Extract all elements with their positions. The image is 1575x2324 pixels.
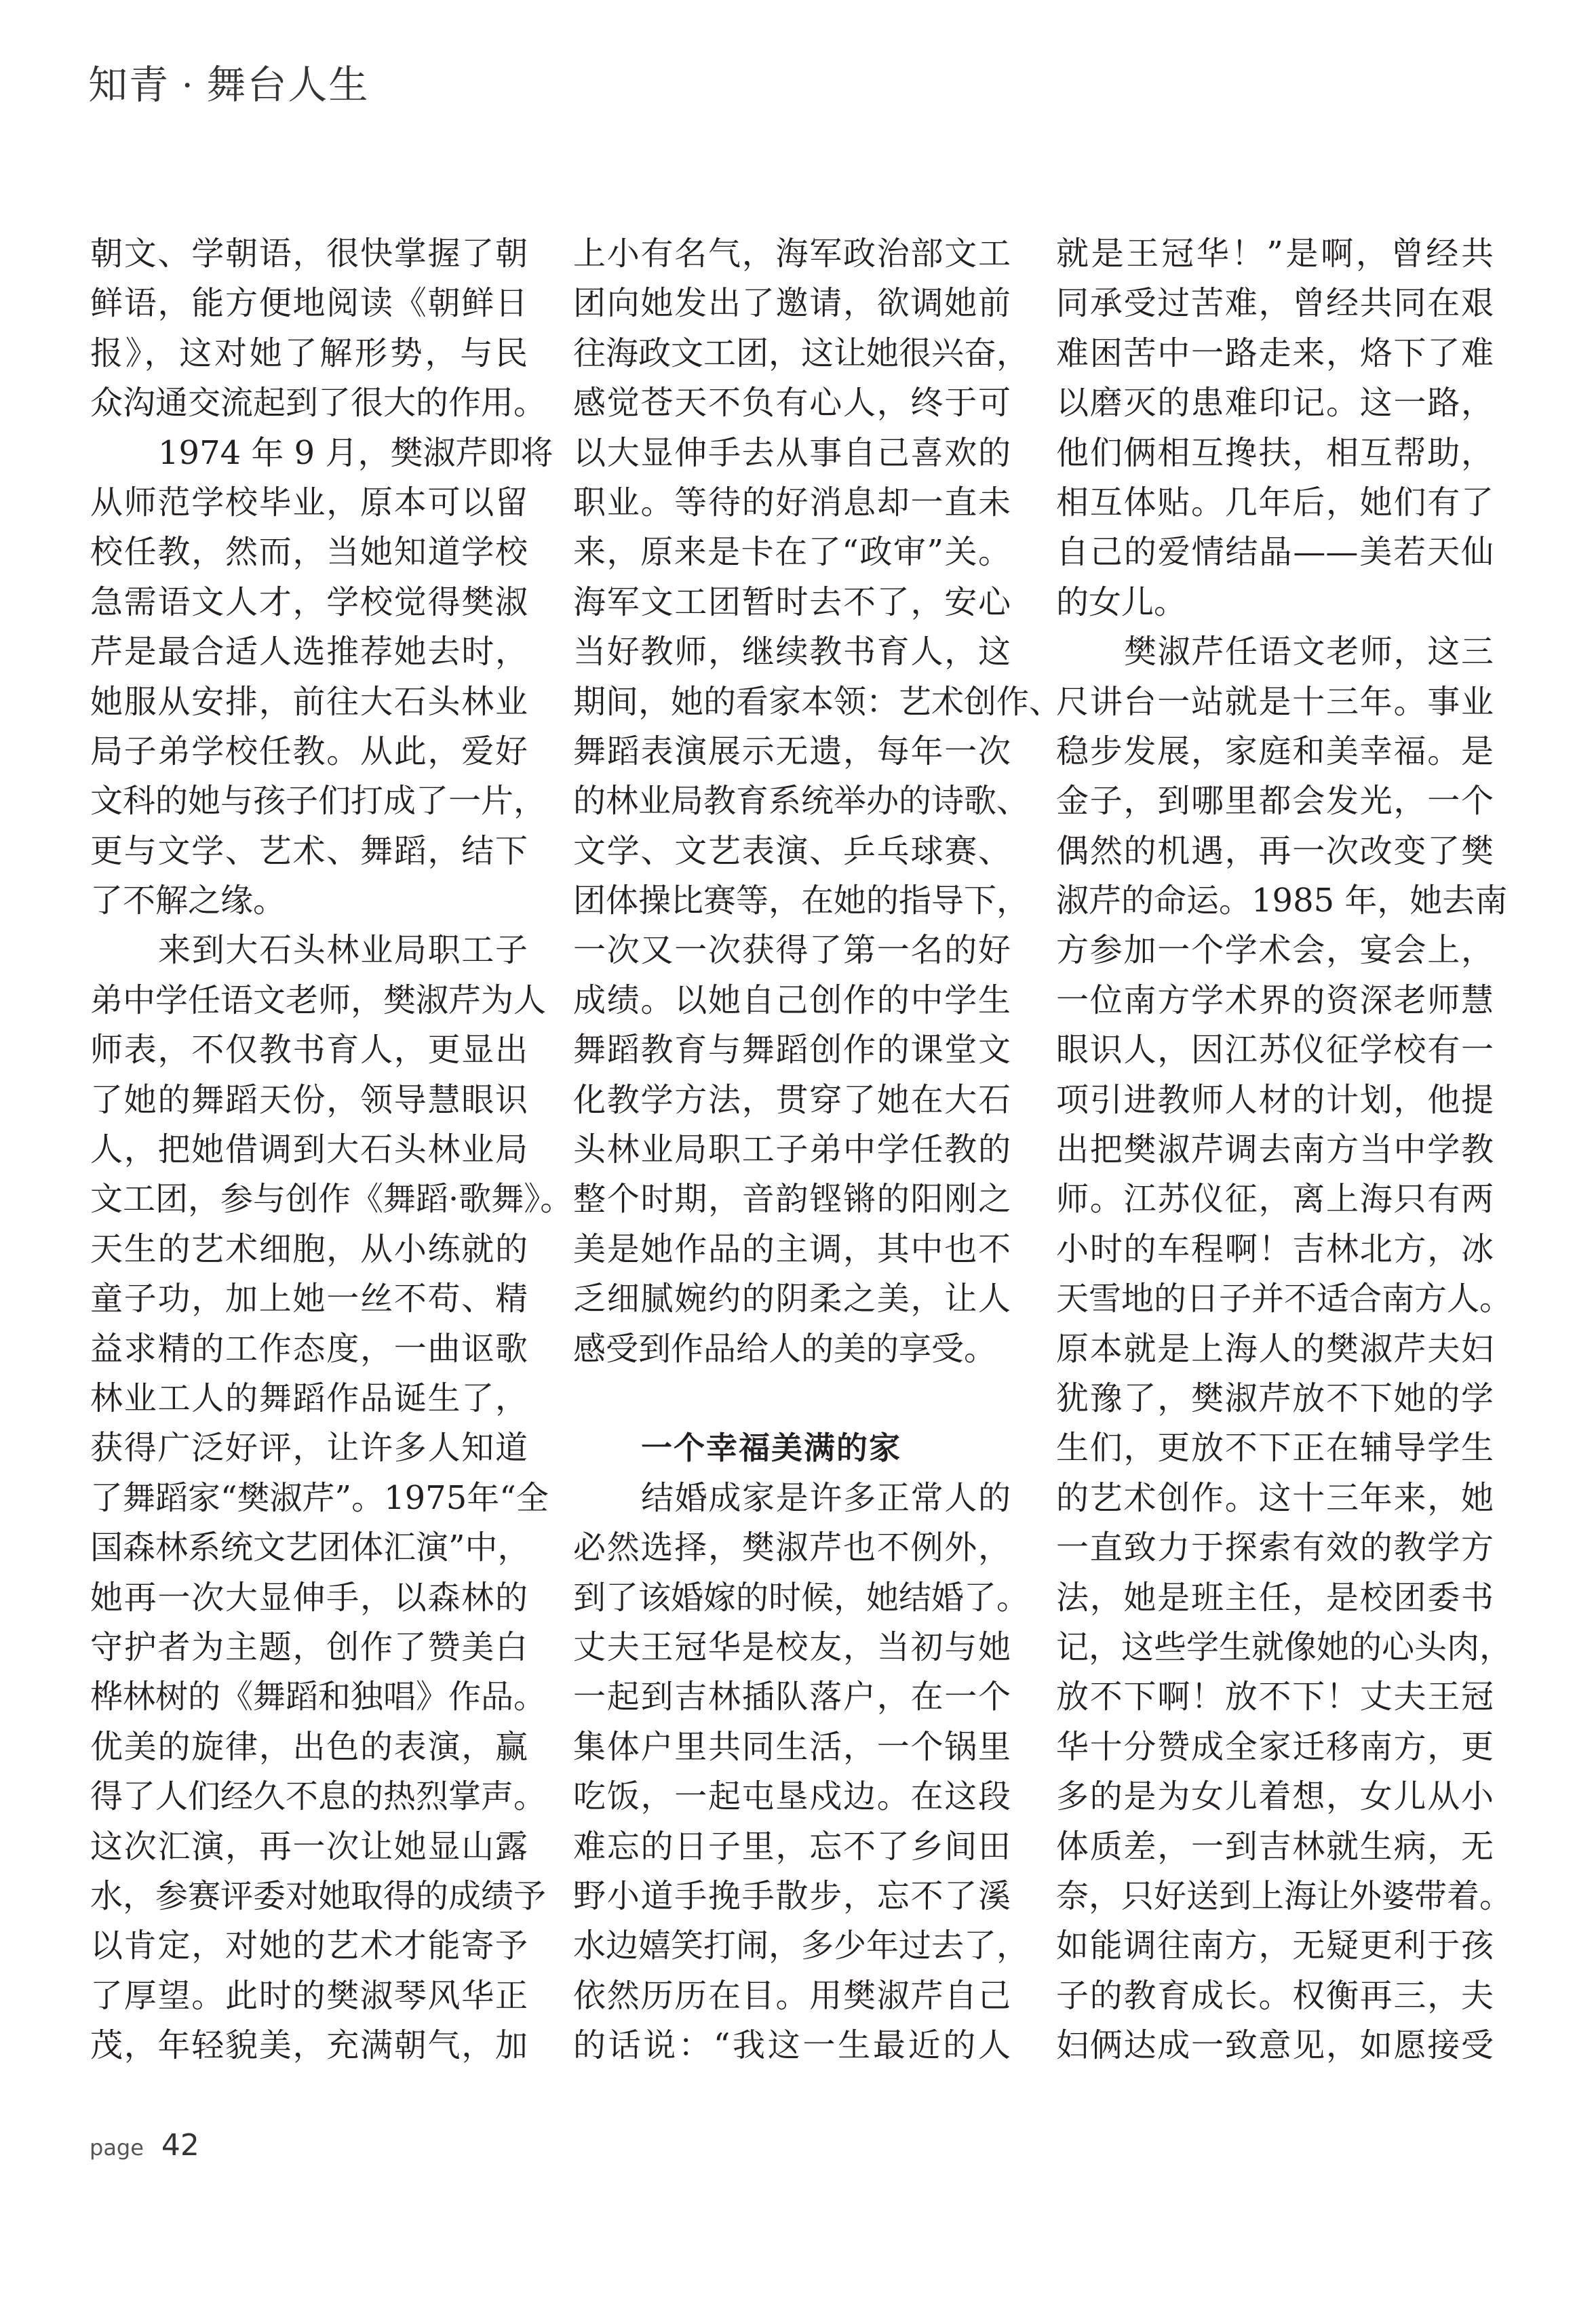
text-line: 一直致力于探索有效的教学方 xyxy=(1056,1529,1494,1567)
text-line: 的林业局教育系统举办的诗歌、 xyxy=(573,782,1030,821)
text-line: 妇俩达成一致意见，如愿接受 xyxy=(1056,2026,1494,2065)
text-line: 自己的爱情结晶——美若天仙 xyxy=(1056,533,1494,572)
text-line: 天生的艺术细胞，从小练就的 xyxy=(90,1229,528,1268)
text-line: 师。江苏仪征，离上海只有两 xyxy=(1056,1180,1494,1219)
text-line: 天雪地的日子并不适合南方人。 xyxy=(1056,1280,1513,1318)
text-line: 金子，到哪里都会发光，一个 xyxy=(1056,782,1494,821)
text-line: 以磨灭的患难印记。这一路， xyxy=(1056,384,1494,422)
text-line: 的女儿。 xyxy=(1056,583,1187,621)
text-line: 了不解之缘。 xyxy=(90,882,286,920)
text-line: 更与文学、艺术、舞蹈，结下 xyxy=(90,831,528,870)
text-line: 守护者为主题，创作了赞美白 xyxy=(90,1628,528,1666)
text-line: 丈夫王冠华是校友，当初与她 xyxy=(573,1628,1011,1666)
text-line: 舞蹈教育与舞蹈创作的课堂文 xyxy=(573,1031,1011,1069)
text-line: 难困苦中一路走来，烙下了难 xyxy=(1056,334,1494,372)
text-line: 结婚成家是许多正常人的 xyxy=(641,1478,1011,1517)
text-line: 来到大石头林业局职工子 xyxy=(158,931,528,970)
text-line: 团向她发出了邀请，欲调她前 xyxy=(573,284,1011,323)
text-line: 原本就是上海人的樊淑芹夫妇 xyxy=(1056,1329,1494,1368)
text-line: 项引进教师人材的计划，他提 xyxy=(1056,1080,1494,1119)
paragraph xyxy=(573,229,1062,1374)
text-line: 方参加一个学术会，宴会上， xyxy=(1056,931,1494,970)
text-line: 她再一次大显伸手，以森林的 xyxy=(90,1578,528,1617)
text-line: 当好教师，继续教书育人，这 xyxy=(573,633,1011,671)
text-line: 众沟通交流起到了很大的作用。 xyxy=(90,384,547,422)
text-line: 优美的旋律，出色的表演，赢 xyxy=(90,1727,528,1766)
text-line: 水边嬉笑打闹，多少年过去了， xyxy=(573,1927,1030,1965)
paragraph xyxy=(90,229,547,429)
text-line: 来，原来是卡在了“政审”关。 xyxy=(573,533,1011,572)
text-line: 文学、文艺表演、乒乓球赛、 xyxy=(573,831,1011,870)
section-heading: 一个幸福美满的家 xyxy=(641,1430,901,1467)
text-line: 童子功，加上她一丝不苟、精 xyxy=(90,1280,528,1318)
text-line: 感觉苍天不负有心人，终于可 xyxy=(573,384,1011,422)
text-line: 成绩。以她自己创作的中学生 xyxy=(573,981,1011,1019)
text-line: 朝文、学朝语，很快掌握了朝 xyxy=(90,235,528,273)
text-line: 急需语文人才，学校觉得樊淑 xyxy=(90,583,528,621)
text-line: 报》，这对她了解形势，与民 xyxy=(90,334,528,372)
text-line: 出把樊淑芹调去南方当中学教 xyxy=(1056,1130,1494,1169)
page-label: page xyxy=(90,2135,144,2161)
article-column-3 xyxy=(1056,229,1513,2070)
text-line: 以肯定，对她的艺术才能寄予 xyxy=(90,1927,528,1965)
text-line: 桦林树的《舞蹈和独唱》作品。 xyxy=(90,1678,547,1716)
text-line: 子的教育成长。权衡再三，夫 xyxy=(1056,1976,1494,2015)
text-line: 依然历历在目。用樊淑芹自己 xyxy=(573,1976,1011,2015)
text-line: 奈，只好送到上海让外婆带着。 xyxy=(1056,1876,1513,1915)
text-line: 体质差，一到吉林就生病，无 xyxy=(1056,1827,1494,1866)
text-line: 尺讲台一站就是十三年。事业 xyxy=(1056,682,1494,721)
text-line: 记，这些学生就像她的心头肉， xyxy=(1056,1628,1513,1666)
text-line: 了舞蹈家“樊淑芹”。1975年“全 xyxy=(90,1478,549,1517)
article-column-2 xyxy=(573,229,1062,2070)
text-line: 人，把她借调到大石头林业局 xyxy=(90,1130,528,1169)
text-line: 从师范学校毕业，原本可以留 xyxy=(90,483,528,521)
text-line: 海军文工团暂时去不了，安心 xyxy=(573,583,1011,621)
text-line: 文科的她与孩子们打成了一片， xyxy=(90,782,547,821)
text-line: 犹豫了，樊淑芹放不下她的学 xyxy=(1056,1379,1494,1417)
text-line: 如能调往南方，无疑更利于孩 xyxy=(1056,1927,1494,1965)
text-line: 局子弟学校任教。从此，爱好 xyxy=(90,732,528,770)
text-line: 生们，更放不下正在辅导学生 xyxy=(1056,1429,1494,1468)
text-line: 水，参赛评委对她取得的成绩予 xyxy=(90,1876,547,1915)
text-line: 以大显伸手去从事自己喜欢的 xyxy=(573,433,1011,472)
text-line: 上小有名气，海军政治部文工 xyxy=(573,235,1011,273)
text-line: 林业工人的舞蹈作品诞生了， xyxy=(90,1379,528,1417)
text-line: 芹是最合适人选推荐她去时， xyxy=(90,633,528,671)
text-line: 了她的舞蹈天份，领导慧眼识 xyxy=(90,1080,528,1119)
text-line: 一位南方学术界的资深老师慧 xyxy=(1056,981,1494,1019)
text-line: 法，她是班主任，是校团委书 xyxy=(1056,1578,1494,1617)
text-line: 1974 年 9 月，樊淑芹即将 xyxy=(158,433,553,472)
text-line: 化教学方法，贯穿了她在大石 xyxy=(573,1080,1011,1119)
text-line: 相互体贴。几年后，她们有了 xyxy=(1056,483,1494,521)
text-line: 弟中学任语文老师，樊淑芹为人 xyxy=(90,981,547,1019)
text-line: 眼识人，因江苏仪征学校有一 xyxy=(1056,1031,1494,1069)
paragraph xyxy=(90,429,553,926)
text-line: 到了该婚嫁的时候，她结婚了。 xyxy=(573,1578,1030,1617)
text-line: 了厚望。此时的樊淑琴风华正 xyxy=(90,1976,528,2015)
text-line: 偶然的机遇，再一次改变了樊 xyxy=(1056,831,1494,870)
text-line: 放不下啊！放不下！丈夫王冠 xyxy=(1056,1678,1494,1716)
text-line: 小时的车程啊！吉林北方，冰 xyxy=(1056,1229,1494,1268)
section-title: 知青 · 舞台人生 xyxy=(88,63,370,107)
text-line: 华十分赞成全家迁移南方，更 xyxy=(1056,1727,1494,1766)
text-line: 茂，年轻貌美，充满朝气，加 xyxy=(90,2026,528,2065)
text-line: 她服从安排，前往大石头林业 xyxy=(90,682,528,721)
text-line: 稳步发展，家庭和美幸福。是 xyxy=(1056,732,1494,770)
text-line: 益求精的工作态度，一曲讴歌 xyxy=(90,1329,528,1368)
spacer xyxy=(573,1374,1011,1423)
paragraph xyxy=(90,926,573,2070)
text-line: 淑芹的命运。1985 年，她去南 xyxy=(1056,882,1508,920)
text-line: 的艺术创作。这十三年来，她 xyxy=(1056,1478,1494,1517)
text-line: 获得广泛好评，让许多人知道 xyxy=(90,1429,528,1468)
paragraph xyxy=(1056,229,1494,627)
text-line: 樊淑芹任语文老师，这三 xyxy=(1124,633,1494,671)
text-line: 期间，她的看家本领：艺术创作、 xyxy=(573,682,1062,721)
text-line: 多的是为女儿着想，女儿从小 xyxy=(1056,1777,1494,1816)
text-line: 他们俩相互搀扶，相互帮助， xyxy=(1056,433,1494,472)
text-line: 一次又一次获得了第一名的好 xyxy=(573,931,1011,970)
text-line: 往海政文工团，这让她很兴奋， xyxy=(573,334,1030,372)
paragraph xyxy=(573,1474,1030,2071)
text-line: 文工团，参与创作《舞蹈·歌舞》。 xyxy=(90,1180,573,1219)
text-line: 得了人们经久不息的热烈掌声。 xyxy=(90,1777,547,1816)
text-line: 团体操比赛等，在她的指导下， xyxy=(573,882,1030,920)
text-line: 校任教，然而，当她知道学校 xyxy=(90,533,528,572)
text-line: 职业。等待的好消息却一直未 xyxy=(573,483,1011,521)
text-line: 美是她作品的主调，其中也不 xyxy=(573,1229,1011,1268)
text-line: 难忘的日子里，忘不了乡间田 xyxy=(573,1827,1011,1866)
paragraph xyxy=(1056,627,1513,2070)
text-line: 这次汇演，再一次让她显山露 xyxy=(90,1827,528,1866)
text-line: 整个时期，音韵铿锵的阳刚之 xyxy=(573,1180,1011,1219)
text-line: 舞蹈表演展示无遗，每年一次 xyxy=(573,732,1011,770)
text-line: 的话说：“我这一生最近的人 xyxy=(573,2026,1011,2065)
text-line: 同承受过苦难，曾经共同在艰 xyxy=(1056,284,1494,323)
text-line: 乏细腻婉约的阴柔之美，让人 xyxy=(573,1280,1011,1318)
page-number: 42 xyxy=(161,2128,199,2163)
text-line: 国森林系统文艺团体汇演”中， xyxy=(90,1529,530,1567)
text-line: 吃饭，一起屯垦戍边。在这段 xyxy=(573,1777,1011,1816)
text-line: 头林业局职工子弟中学任教的 xyxy=(573,1130,1011,1169)
text-line: 就是王冠华！”是啊，曾经共 xyxy=(1056,235,1494,273)
text-line: 野小道手挽手散步，忘不了溪 xyxy=(573,1876,1011,1915)
text-line: 集体户里共同生活，一个锅里 xyxy=(573,1727,1011,1766)
text-line: 感受到作品给人的美的享受。 xyxy=(573,1329,997,1368)
article-column-1 xyxy=(90,229,573,2070)
text-line: 必然选择，樊淑芹也不例外， xyxy=(573,1529,1011,1567)
text-line: 鲜语，能方便地阅读《朝鲜日 xyxy=(90,284,528,323)
page-footer xyxy=(90,2128,199,2163)
text-line: 一起到吉林插队落户，在一个 xyxy=(573,1678,1011,1716)
text-line: 师表，不仅教书育人，更显出 xyxy=(90,1031,528,1069)
